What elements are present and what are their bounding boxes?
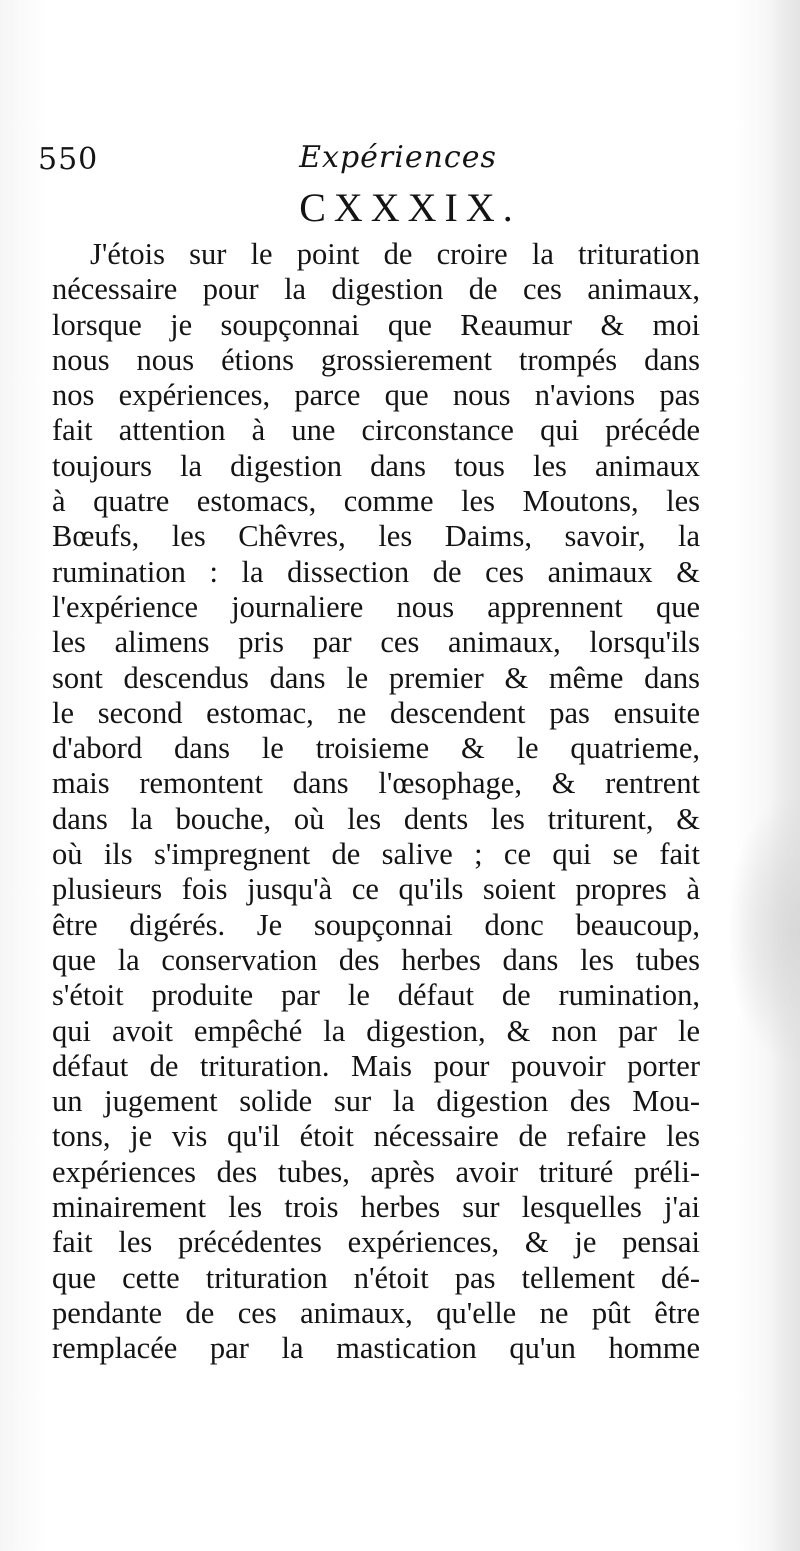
text-line: que cette trituration n'étoit pas tellement dé- [52, 1260, 700, 1295]
text-line: nécessaire pour la digestion de ces animaux, [52, 272, 700, 307]
text-line: fait attention à une circonstance qui précéde [52, 413, 700, 448]
text-line: défaut de trituration. Mais pour pouvoir porter [52, 1048, 700, 1083]
text-line: mais remontent dans l'œsophage, & rentrent [52, 766, 700, 801]
text-line: minairement les trois herbes sur lesquelles j'ai [52, 1190, 700, 1225]
text-line: le second estomac, ne descendent pas ensuite [52, 695, 700, 730]
text-line: être digérés. Je soupçonnai donc beaucoup, [52, 907, 700, 942]
text-line: un jugement solide sur la digestion des Mou- [52, 1084, 700, 1119]
text-line: expériences des tubes, après avoir trituré préli- [52, 1154, 700, 1189]
text-line: fait les précédentes expériences, & je pensai [52, 1225, 700, 1260]
text-line: l'expérience journaliere nous apprennent que [52, 589, 700, 624]
text-line: qui avoit empêché la digestion, & non par le [52, 1013, 700, 1048]
body-paragraph [52, 237, 700, 1367]
text-line: où ils s'impregnent de salive ; ce qui se fait [52, 837, 700, 872]
page-header [38, 136, 758, 176]
text-line: nous nous étions grossierement trompés dans [52, 342, 700, 377]
text-line: nos expériences, parce que nous n'avions pas [52, 378, 700, 413]
running-title: Expériences [299, 140, 497, 175]
text-line: rumination : la dissection de ces animaux & [52, 554, 700, 589]
text-line: plusieurs fois jusqu'à ce qu'ils soient propres à [52, 872, 700, 907]
text-line: lorsque je soupçonnai que Reaumur & moi [52, 307, 700, 342]
text-line: tons, je vis qu'il étoit nécessaire de refaire les [52, 1119, 700, 1154]
page-edge-shadow [770, 0, 800, 1551]
text-line: J'étois sur le point de croire la trituration [90, 237, 700, 271]
text-line: Bœufs, les Chêvres, les Daims, savoir, la [52, 519, 700, 554]
paper-stain [730, 800, 800, 1060]
text-line: toujours la digestion dans tous les animaux [52, 448, 700, 483]
section-title: CXXXIX. [299, 185, 521, 230]
text-line: les alimens pris par ces animaux, lorsqu'ils [52, 625, 700, 660]
text-line: remplacée par la mastication qu'un homme [52, 1331, 700, 1366]
page-number: 550 [38, 142, 99, 177]
text-line: à quatre estomacs, comme les Moutons, les [52, 484, 700, 519]
text-line: d'abord dans le troisieme & le quatrieme, [52, 731, 700, 766]
text-line: sont descendus dans le premier & même dans [52, 660, 700, 695]
text-line: pendante de ces animaux, qu'elle ne pût être [52, 1295, 700, 1330]
text-line: s'étoit produite par le défaut de rumination, [52, 978, 700, 1013]
text-line: que la conservation des herbes dans les tubes [52, 942, 700, 977]
text-line: dans la bouche, où les dents les triturent, & [52, 801, 700, 836]
